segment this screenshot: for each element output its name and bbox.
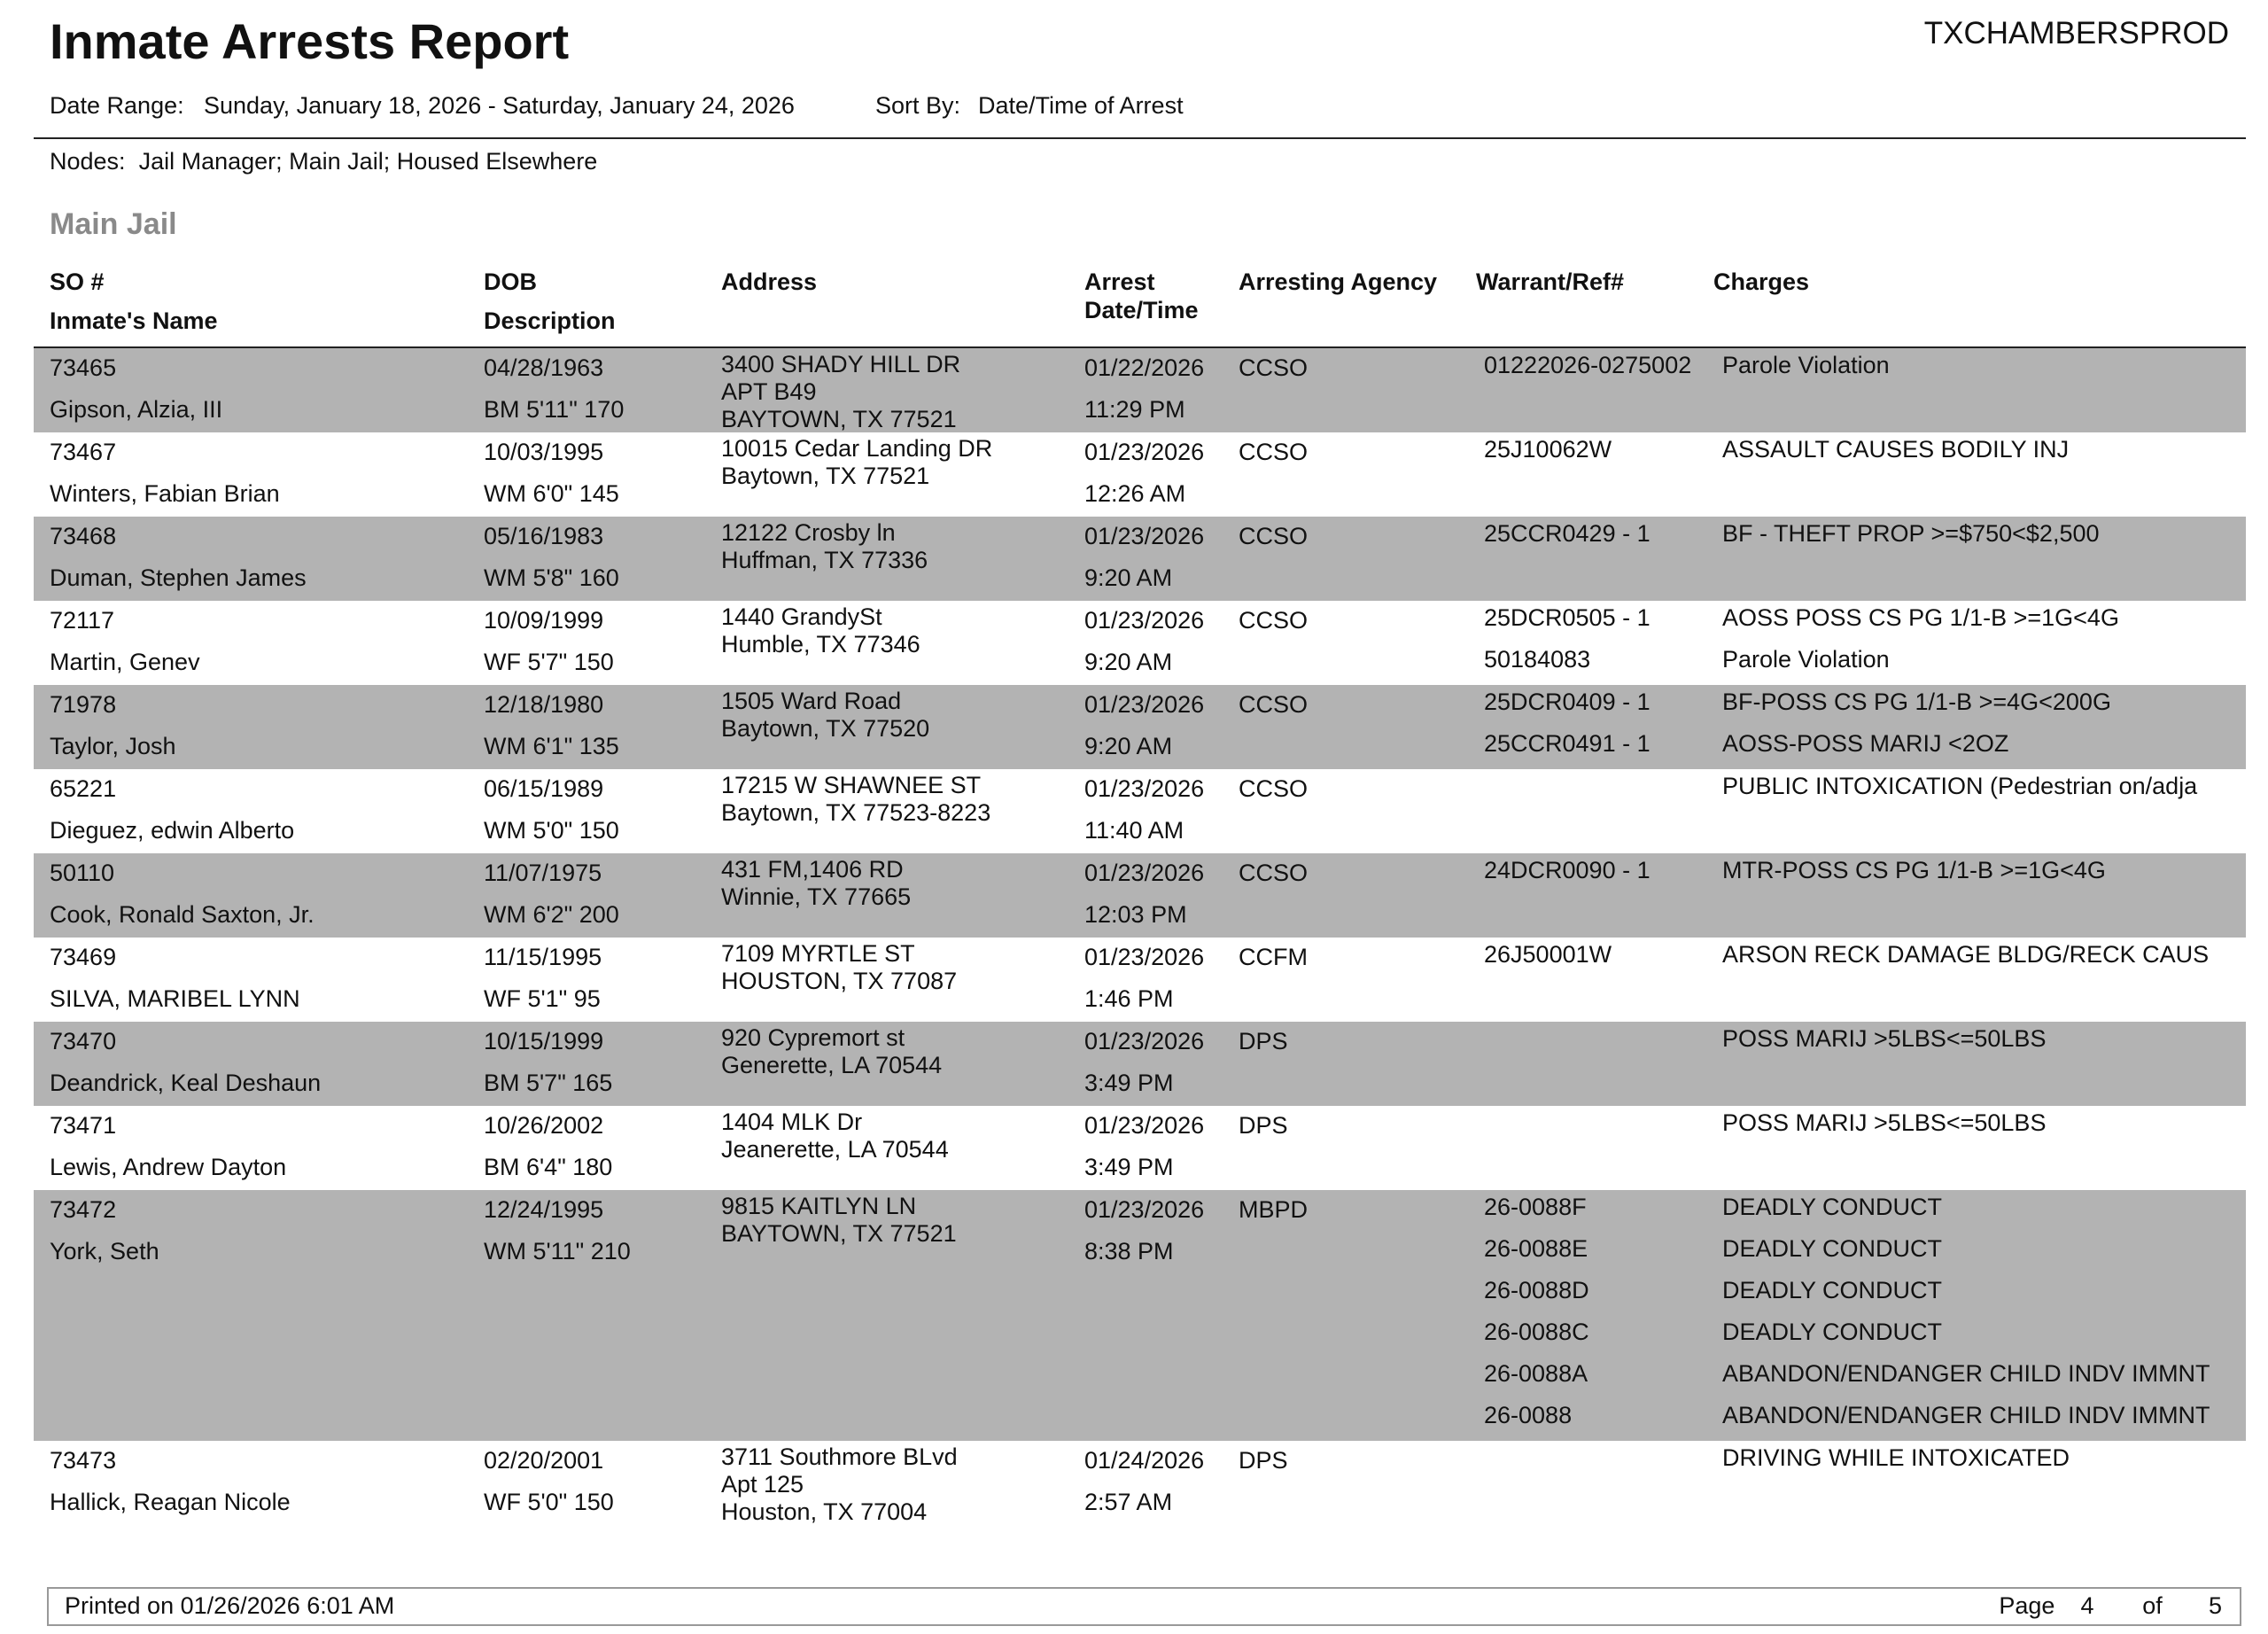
warrant-ref: 25CCR0429 - 1 [1484, 520, 1651, 547]
address-line: Apt 125 [721, 1471, 804, 1498]
charge: ARSON RECK DAMAGE BLDG/RECK CAUS [1722, 941, 2210, 968]
arrest-date: 01/22/2026 [1084, 354, 1205, 381]
warrant-ref: 01222026-0275002 [1484, 352, 1692, 378]
address-line: 12122 Crosby ln [721, 519, 896, 546]
arresting-agency: DPS [1239, 1112, 1288, 1139]
dob: 02/20/2001 [484, 1447, 604, 1474]
inmate-name: Cook, Ronald Saxton, Jr. [50, 901, 315, 928]
description: WM 6'0" 145 [484, 480, 619, 507]
warrant-ref: 26-0088 [1484, 1402, 1573, 1428]
description: BM 5'11" 170 [484, 396, 625, 423]
arrest-date: 01/23/2026 [1084, 439, 1205, 465]
table-row [34, 1190, 2246, 1441]
arrest-time: 9:20 AM [1084, 564, 1173, 591]
date-range-value: Sunday, January 18, 2026 - Saturday, January 24, 2026 [204, 92, 795, 119]
arresting-agency: DPS [1239, 1447, 1288, 1474]
description: BM 6'4" 180 [484, 1154, 613, 1180]
so-number: 65221 [50, 775, 117, 802]
charge: DEADLY CONDUCT [1722, 1235, 1943, 1262]
warrant-ref: 26-0088C [1484, 1319, 1589, 1345]
charge: BF-POSS CS PG 1/1-B >=4G<200G [1722, 689, 2111, 715]
warrant-ref: 26-0088E [1484, 1235, 1588, 1262]
address-line: 3711 Southmore BLvd [721, 1443, 958, 1470]
arrest-date: 01/23/2026 [1084, 944, 1205, 970]
arresting-agency: CCSO [1239, 523, 1309, 549]
inmate-name: York, Seth [50, 1238, 159, 1264]
description: WM 5'0" 150 [484, 817, 619, 844]
nodes-label: Nodes: [50, 148, 126, 175]
address-line: 3400 SHADY HILL DR [721, 351, 961, 377]
dob: 12/18/1980 [484, 691, 604, 718]
address-line: 10015 Cedar Landing DR [721, 435, 993, 462]
so-number: 73471 [50, 1112, 117, 1139]
charge: AOSS POSS CS PG 1/1-B >=1G<4G [1722, 604, 2119, 631]
arresting-agency: CCSO [1239, 775, 1309, 802]
section-title: Main Jail [50, 207, 177, 241]
arrest-date: 01/23/2026 [1084, 1028, 1205, 1054]
charge: BF - THEFT PROP >=$750<$2,500 [1722, 520, 2100, 547]
charge: ASSAULT CAUSES BODILY INJ [1722, 436, 2070, 463]
address-line: 920 Cypremort st [721, 1024, 905, 1051]
charge: MTR-POSS CS PG 1/1-B >=1G<4G [1722, 857, 2106, 883]
warrant-ref: 25J10062W [1484, 436, 1612, 463]
description: WF 5'1" 95 [484, 985, 601, 1012]
charge: DEADLY CONDUCT [1722, 1194, 1943, 1220]
arrest-date: 01/23/2026 [1084, 860, 1205, 886]
charge: DRIVING WHILE INTOXICATED [1722, 1444, 2070, 1471]
arresting-agency: MBPD [1239, 1196, 1309, 1223]
table-row [34, 938, 2246, 1022]
address-line: BAYTOWN, TX 77521 [721, 1220, 957, 1247]
address-line: Baytown, TX 77521 [721, 463, 930, 489]
so-number: 72117 [50, 607, 115, 634]
dob: 12/24/1995 [484, 1196, 604, 1223]
table-row [34, 853, 2246, 938]
address-line: Baytown, TX 77523-8223 [721, 799, 991, 826]
charge: ABANDON/ENDANGER CHILD INDV IMMNT [1722, 1402, 2210, 1428]
description: WM 5'11" 210 [484, 1238, 631, 1264]
address-line: 1440 GrandySt [721, 603, 882, 630]
dob: 10/15/1999 [484, 1028, 604, 1054]
table-row [34, 1022, 2246, 1106]
inmate-name: Winters, Fabian Brian [50, 480, 280, 507]
dob: 10/03/1995 [484, 439, 604, 465]
address-line: Huffman, TX 77336 [721, 547, 928, 573]
nodes-value: Jail Manager; Main Jail; Housed Elsewhere [138, 148, 598, 175]
table-row [34, 432, 2246, 517]
header-address: Address [721, 268, 818, 295]
address-line: Baytown, TX 77520 [721, 715, 930, 742]
charge: Parole Violation [1722, 352, 1890, 378]
description: WM 6'1" 135 [484, 733, 619, 759]
address-line: 431 FM,1406 RD [721, 856, 904, 883]
warrant-ref: 25DCR0409 - 1 [1484, 689, 1651, 715]
arresting-agency: CCSO [1239, 860, 1309, 886]
arrest-date: 01/23/2026 [1084, 1196, 1205, 1223]
charge: DEADLY CONDUCT [1722, 1319, 1943, 1345]
warrant-ref: 25CCR0491 - 1 [1484, 730, 1651, 757]
description: WF 5'7" 150 [484, 649, 614, 675]
warrant-ref: 24DCR0090 - 1 [1484, 857, 1651, 883]
inmate-name: Lewis, Andrew Dayton [50, 1154, 287, 1180]
arresting-agency: DPS [1239, 1028, 1288, 1054]
arrest-time: 3:49 PM [1084, 1070, 1174, 1096]
table-row [34, 685, 2246, 769]
arrest-time: 11:40 AM [1084, 817, 1184, 844]
so-number: 50110 [50, 860, 115, 886]
header-warrant: Warrant/Ref# [1476, 268, 1625, 295]
dob: 05/16/1983 [484, 523, 604, 549]
table-row [34, 769, 2246, 853]
address-line: 17215 W SHAWNEE ST [721, 772, 982, 798]
system-name: TXCHAMBERSPROD [1923, 16, 2229, 51]
table-row [34, 517, 2246, 601]
table-row [34, 1106, 2246, 1190]
so-number: 73469 [50, 944, 117, 970]
arrest-date: 01/24/2026 [1084, 1447, 1205, 1474]
arrest-time: 2:57 AM [1084, 1489, 1173, 1515]
table-row [34, 601, 2246, 685]
inmate-name: Duman, Stephen James [50, 564, 307, 591]
arrest-time: 3:49 PM [1084, 1154, 1174, 1180]
charge: AOSS-POSS MARIJ <2OZ [1722, 730, 2009, 757]
warrant-ref: 50184083 [1484, 646, 1591, 673]
address-line: 7109 MYRTLE ST [721, 940, 915, 967]
charge: PUBLIC INTOXICATION (Pedestrian on/adja [1722, 773, 2198, 799]
warrant-ref: 26J50001W [1484, 941, 1612, 968]
arrest-date: 01/23/2026 [1084, 691, 1205, 718]
inmate-name: Gipson, Alzia, III [50, 396, 223, 423]
address-line: Generette, LA 70544 [721, 1052, 943, 1078]
address-line: Jeanerette, LA 70544 [721, 1136, 949, 1163]
arrest-time: 12:26 AM [1084, 480, 1186, 507]
page-total: 5 [2208, 1592, 2222, 1619]
charge: DEADLY CONDUCT [1722, 1277, 1943, 1303]
table-row [34, 348, 2246, 432]
arrest-time: 9:20 AM [1084, 733, 1173, 759]
arrest-time: 11:29 PM [1084, 396, 1185, 423]
dob: 11/15/1995 [484, 944, 602, 970]
arrest-time: 9:20 AM [1084, 649, 1173, 675]
dob: 06/15/1989 [484, 775, 604, 802]
so-number: 71978 [50, 691, 117, 718]
arresting-agency: CCSO [1239, 691, 1309, 718]
header-agency: Arresting Agency [1239, 268, 1438, 295]
arrest-date: 01/23/2026 [1084, 523, 1205, 549]
arrest-time: 8:38 PM [1084, 1238, 1174, 1264]
warrant-ref: 26-0088A [1484, 1360, 1588, 1387]
dob: 11/07/1975 [484, 860, 602, 886]
arrest-time: 12:03 PM [1084, 901, 1187, 928]
header-arrest: Arrest [1084, 268, 1155, 295]
address-line: 9815 KAITLYN LN [721, 1193, 917, 1219]
so-number: 73470 [50, 1028, 117, 1054]
so-number: 73472 [50, 1196, 117, 1223]
sort-by-label: Sort By: [875, 92, 961, 119]
description: BM 5'7" 165 [484, 1070, 613, 1096]
arresting-agency: CCSO [1239, 607, 1309, 634]
page-label: Page [1999, 1592, 2055, 1619]
description: WM 6'2" 200 [484, 901, 619, 928]
dob: 10/26/2002 [484, 1112, 604, 1139]
address-line: Winnie, TX 77665 [721, 883, 912, 910]
sort-by-value: Date/Time of Arrest [978, 92, 1184, 119]
arresting-agency: CCSO [1239, 354, 1309, 381]
dob: 10/09/1999 [484, 607, 604, 634]
of-label: of [2142, 1592, 2163, 1619]
so-number: 73465 [50, 354, 117, 381]
header-so: SO # [50, 268, 105, 295]
inmate-name: SILVA, MARIBEL LYNN [50, 985, 300, 1012]
printed-on: Printed on 01/26/2026 6:01 AM [65, 1592, 395, 1619]
address-line: 1404 MLK Dr [721, 1109, 863, 1135]
page-indicator [1999, 1592, 2222, 1620]
table-row [34, 1441, 2246, 1525]
so-number: 73467 [50, 439, 117, 465]
inmate-name: Taylor, Josh [50, 733, 176, 759]
charge: Parole Violation [1722, 646, 1890, 673]
date-range-label: Date Range: [50, 92, 184, 119]
address-line: Houston, TX 77004 [721, 1498, 928, 1525]
address-line: HOUSTON, TX 77087 [721, 968, 958, 994]
arresting-agency: CCSO [1239, 439, 1309, 465]
arrest-date: 01/23/2026 [1084, 1112, 1205, 1139]
inmate-name: Dieguez, edwin Alberto [50, 817, 295, 844]
description: WF 5'0" 150 [484, 1489, 614, 1515]
address-line: Humble, TX 77346 [721, 631, 920, 657]
page-footer [47, 1587, 2241, 1626]
inmate-name: Martin, Genev [50, 649, 200, 675]
dob: 04/28/1963 [484, 354, 604, 381]
header-charges: Charges [1713, 268, 1810, 295]
arresting-agency: CCFM [1239, 944, 1308, 970]
warrant-ref: 25DCR0505 - 1 [1484, 604, 1651, 631]
arrest-date: 01/23/2026 [1084, 775, 1205, 802]
page-number: 4 [2080, 1592, 2094, 1619]
so-number: 73468 [50, 523, 117, 549]
address-line: APT B49 [721, 378, 817, 405]
header-name: Inmate's Name [50, 307, 218, 334]
inmate-name: Hallick, Reagan Nicole [50, 1489, 291, 1515]
header-datetime: Date/Time [1084, 297, 1199, 323]
so-number: 73473 [50, 1447, 117, 1474]
charge: POSS MARIJ >5LBS<=50LBS [1722, 1025, 2047, 1052]
header-dob: DOB [484, 268, 537, 295]
arrest-date: 01/23/2026 [1084, 607, 1205, 634]
address-line: 1505 Ward Road [721, 688, 902, 714]
warrant-ref: 26-0088F [1484, 1194, 1587, 1220]
warrant-ref: 26-0088D [1484, 1277, 1589, 1303]
header-description: Description [484, 307, 616, 334]
report-title: Inmate Arrests Report [50, 13, 570, 69]
arrest-time: 1:46 PM [1084, 985, 1174, 1012]
description: WM 5'8" 160 [484, 564, 619, 591]
inmate-name: Deandrick, Keal Deshaun [50, 1070, 322, 1096]
address-line: BAYTOWN, TX 77521 [721, 406, 957, 432]
charge: POSS MARIJ >5LBS<=50LBS [1722, 1109, 2047, 1136]
charge: ABANDON/ENDANGER CHILD INDV IMMNT [1722, 1360, 2210, 1387]
